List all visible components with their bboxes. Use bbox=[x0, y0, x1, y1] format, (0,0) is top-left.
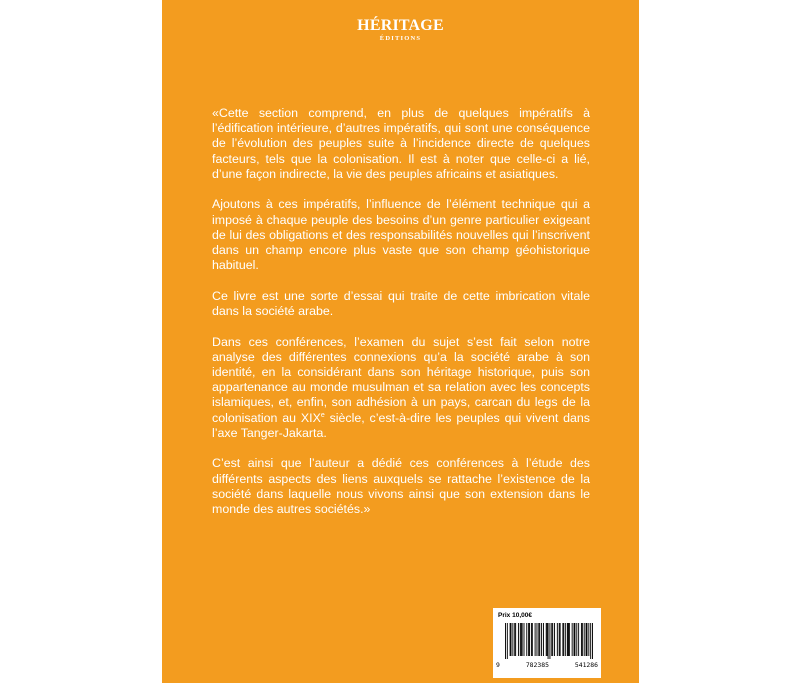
barcode-bars bbox=[505, 623, 593, 659]
blurb-paragraph-4 bbox=[212, 335, 590, 441]
publisher-imprint: ÉDITIONS bbox=[379, 35, 422, 42]
publisher-logo bbox=[162, 18, 639, 42]
blurb-paragraph-5: C’est ainsi que l’auteur a dédié ces conférences à l’étude des différents aspects des liens auxquels se rattache l’existence de la société dans laquelle nous vivons ainsi que son extension dans le monde des autres sociétés.» bbox=[212, 456, 590, 517]
century-superscript: e bbox=[320, 411, 325, 419]
blurb-text bbox=[212, 106, 590, 533]
price-label: Prix 10,00€ bbox=[498, 612, 532, 619]
publisher-name: HÉRITAGE bbox=[357, 17, 444, 34]
barcode-graphic bbox=[505, 623, 593, 659]
isbn-number bbox=[496, 661, 598, 669]
blurb-paragraph-3: Ce livre est une sorte d’essai qui traite de cette imbrication vitale dans la société arabe. bbox=[212, 288, 590, 319]
isbn-group-2: 541286 bbox=[574, 661, 598, 669]
isbn-first-digit: 9 bbox=[496, 661, 500, 669]
isbn-group-1: 782385 bbox=[525, 661, 549, 669]
blurb-paragraph-2: Ajoutons à ces impératifs, l’influence de l’élément technique qui a imposé à chaque peuple des besoins d’un genre particulier exigeant de lui des obligations et des responsabilités nouvelles qui l’inscrivent dans un champ encore plus vaste que son champ géohistorique habituel. bbox=[212, 197, 590, 273]
blurb-paragraph-1: «Cette section comprend, en plus de quelques impératifs à l’édification intérieure, d’autres impératifs, qui sont une conséquence de l’évolution des peuples suite à l’incidence directe de quelques facteurs, tels que la colonisation. Il est à noter que celle-ci a lié, d’une façon indirecte, la vie des peuples africains et asiatiques. bbox=[212, 106, 590, 181]
blurb-paragraph-4-part-b: siècle, c’est-à-dire les peuples qui vivent dans l’axe Tanger-Jakarta. bbox=[212, 410, 591, 440]
book-back-cover bbox=[162, 0, 639, 683]
barcode-panel bbox=[493, 608, 601, 678]
blurb-paragraph-4-part-a: Dans ces conférences, l’examen du sujet s’est fait selon notre analyse des différentes connexions qu’a la société arabe à son identité, en la considérant dans son héritage historique, puis son appartenance au monde musulman et sa relation avec les concepts islamiques, et, enfin, son adhésion à un pays, carcan du legs de la colonisation au XIX bbox=[212, 334, 590, 425]
